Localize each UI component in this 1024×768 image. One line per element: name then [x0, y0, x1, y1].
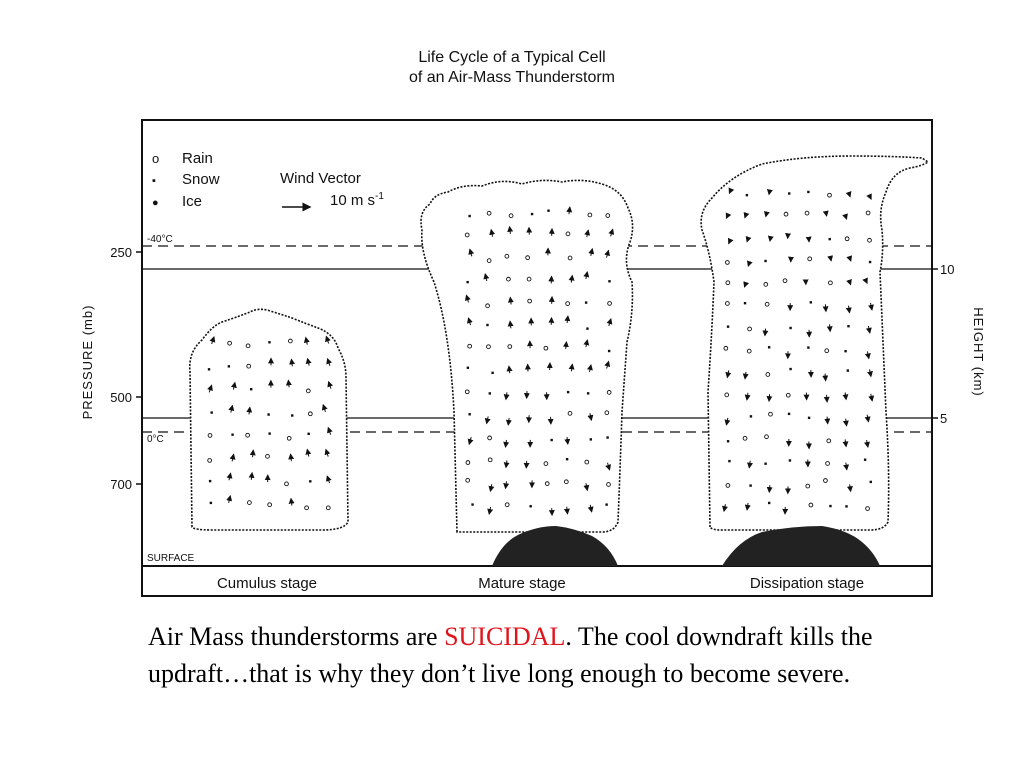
- snow-mark: [231, 433, 233, 435]
- mature-cloud-outline: [421, 180, 633, 532]
- snow-mark: [807, 346, 809, 348]
- height-axis-label: HEIGHT (km): [971, 307, 986, 397]
- title-line-1: Life Cycle of a Typical Cell: [418, 49, 606, 66]
- cumulus-cell: [190, 309, 348, 530]
- wind-vector-mark: [765, 329, 766, 336]
- snow-mark: [489, 392, 491, 394]
- snow-mark: [847, 369, 849, 371]
- pressure-label-500: 500: [110, 390, 132, 405]
- snow-mark: [486, 324, 488, 326]
- stage-label-cumulus: Cumulus stage: [216, 575, 318, 592]
- wind-vector-mark: [769, 191, 770, 194]
- snow-mark: [727, 325, 729, 327]
- legend-rain-label: Rain: [182, 150, 213, 167]
- snow-mark: [466, 281, 468, 283]
- snow-mark: [491, 372, 493, 374]
- snow-mark: [605, 503, 607, 505]
- pressure-axis-label: PRESSURE (mb): [80, 304, 95, 420]
- snow-mark: [844, 350, 846, 352]
- snow-mark: [864, 459, 866, 461]
- snow-mark: [590, 438, 592, 440]
- snow-mark: [829, 505, 831, 507]
- snow-mark: [608, 280, 610, 282]
- mature-cell: [421, 180, 633, 566]
- snow-mark: [291, 414, 293, 416]
- snow-mark: [586, 327, 588, 329]
- snow-mark: [768, 502, 770, 504]
- height-label-10: 10: [940, 262, 955, 277]
- dissipation-rain-shaft: [722, 526, 880, 566]
- snow-mark: [566, 458, 568, 460]
- snow-mark: [228, 365, 230, 367]
- diagram-svg: [62, 112, 986, 602]
- legend-ice-label: Ice: [182, 193, 203, 210]
- wind-vector-mark: [831, 258, 832, 261]
- snow-mark: [547, 210, 549, 212]
- stage-label-dissipation: Dissipation stage: [749, 575, 865, 592]
- snow-mark: [727, 440, 729, 442]
- snow-mark: [208, 368, 210, 370]
- wind-vector-mark: [769, 394, 770, 401]
- snow-mark: [210, 502, 212, 504]
- snow-mark: [467, 367, 469, 369]
- legend-wind-scale: 10 m $s^{-1}$: [330, 191, 384, 209]
- snow-mark: [789, 368, 791, 370]
- snow-mark: [307, 433, 309, 435]
- legend-snow-label: Snow: [182, 171, 220, 188]
- snow-mark: [606, 436, 608, 438]
- snow-mark: [267, 413, 269, 415]
- snow-mark: [210, 411, 212, 413]
- caption-text: [148, 618, 938, 692]
- snow-mark: [585, 301, 587, 303]
- dissipation-cell: [701, 156, 928, 566]
- snow-mark: [531, 213, 533, 215]
- snow-mark: [764, 260, 766, 262]
- snow-mark: [746, 194, 748, 196]
- rain-symbol-icon: o: [152, 151, 160, 166]
- title-line-2: of an Air-Mass Thunderstorm: [408, 69, 615, 86]
- snow-mark: [788, 192, 790, 194]
- snow-mark: [608, 350, 610, 352]
- ice-symbol-icon: ●: [152, 197, 159, 209]
- caption-part-1: Air Mass thunderstorms are: [148, 622, 445, 651]
- wind-vector-mark: [827, 417, 828, 424]
- wind-vector-mark: [826, 213, 827, 216]
- snow-mark: [768, 346, 770, 348]
- snow-mark: [869, 261, 871, 263]
- zero-label: 0°C: [147, 434, 164, 445]
- wind-vector-mark: [825, 304, 826, 311]
- snow-mark: [550, 439, 552, 441]
- dissipation-cloud-outline: [701, 156, 928, 530]
- diagram-title: [0, 48, 1024, 88]
- pressure-label-250: 250: [110, 245, 132, 260]
- snow-mark: [808, 417, 810, 419]
- snow-mark: [209, 480, 211, 482]
- stage-label-mature: Mature stage: [478, 575, 566, 592]
- snow-mark: [728, 460, 730, 462]
- thunderstorm-diagram: [62, 112, 986, 602]
- wind-vector-mark: [825, 374, 826, 381]
- snow-mark: [870, 481, 872, 483]
- snow-mark: [847, 325, 849, 327]
- pressure-label-700: 700: [110, 477, 132, 492]
- height-label-5: 5: [940, 411, 948, 426]
- snow-mark: [567, 391, 569, 393]
- snow-mark: [744, 302, 746, 304]
- wind-vector-mark: [769, 485, 770, 492]
- snow-mark: [810, 301, 812, 303]
- snow-mark: [845, 505, 847, 507]
- snow-mark: [789, 327, 791, 329]
- snow-mark: [268, 341, 270, 343]
- legend: [152, 150, 384, 210]
- snow-mark: [468, 215, 470, 217]
- surface-label: SURFACE: [147, 553, 195, 564]
- snow-mark: [750, 415, 752, 417]
- snow-mark: [529, 505, 531, 507]
- snow-mark: [268, 432, 270, 434]
- wind-vector-mark: [253, 450, 254, 457]
- wind-vector-mark: [770, 238, 771, 241]
- snow-mark: [749, 484, 751, 486]
- legend-wind-vector-label: Wind Vector: [280, 170, 361, 187]
- wind-vector-mark: [766, 213, 767, 216]
- snow-mark: [309, 480, 311, 482]
- snow-symbol-icon: ▪: [152, 175, 156, 187]
- snow-mark: [807, 191, 809, 193]
- snow-mark: [789, 459, 791, 461]
- snow-mark: [468, 413, 470, 415]
- snow-mark: [587, 392, 589, 394]
- wind-vector-mark: [827, 395, 828, 402]
- snow-mark: [471, 503, 473, 505]
- caption-part-2: . The cool downdraft kills the updraft…that is why they don’t live long enough to become severe.: [148, 622, 873, 688]
- snow-mark: [764, 462, 766, 464]
- snow-mark: [788, 413, 790, 415]
- snow-mark: [250, 388, 252, 390]
- wind-vector-mark: [830, 324, 831, 331]
- snow-mark: [829, 238, 831, 240]
- minus40-label: -40°C: [147, 234, 173, 245]
- caption-highlight: SUICIDAL: [444, 622, 566, 651]
